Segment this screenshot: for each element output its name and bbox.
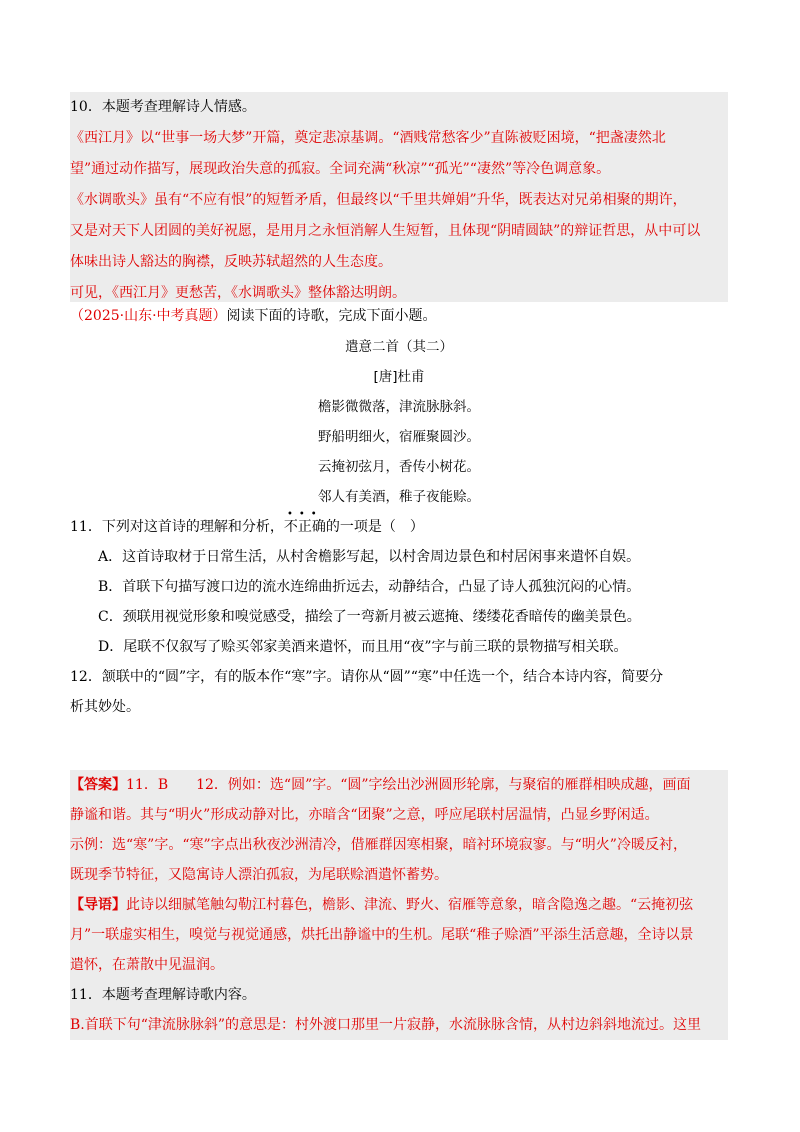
q10-conclusion: 可见，《西江月》更愁苦，《水调歌头》整体豁达明朗。 bbox=[70, 285, 406, 301]
answer-line: 静谧和谐。其与“明火”形成动静对比，亦暗含“团聚”之意，呼应尾联村居温情，凸显乡野闲适。 bbox=[70, 807, 659, 823]
document-page bbox=[70, 92, 728, 1040]
poem-line: 檐影微微落，津流脉脉斜。 bbox=[318, 399, 480, 415]
emphasis-dots: ••• bbox=[286, 509, 323, 520]
q11-emphasis bbox=[283, 509, 326, 535]
q10-analysis-line: 又是对天下人团圆的美好祝愿，是用月之永恒消解人生短暂，且体现“阴晴圆缺”的辩证哲思，从中可以 bbox=[70, 223, 701, 239]
q11-option-a: A．这首诗取材于日常生活，从村舍檐影写起，以村舍周边景色和村居闲事来遣怀自娱。 bbox=[98, 549, 641, 565]
poem-author: [唐]杜甫 bbox=[373, 369, 425, 385]
poem-line: 云掩初弦月，香传小树花。 bbox=[318, 459, 480, 475]
q10-analysis-line: 《水调歌头》虽有“不应有恨”的短暂矛盾，但最终以“千里共婵娟”升华，既表达对兄弟相聚的期许， bbox=[70, 192, 687, 208]
source-label: （2025·山东·中考真题） bbox=[70, 308, 227, 324]
answer-text: 11．B 12．例如：选“圆”字。“圆”字绘出沙洲圆形轮廓，与聚宿的雁群相映成趣，画面 bbox=[126, 777, 691, 793]
question-12-line: 析其妙处。 bbox=[70, 699, 140, 715]
poem-title: 遣意二首（其二） bbox=[345, 339, 453, 355]
q11-option-d: D．尾联不仅叙写了赊买邻家美酒来遣怀，而且用“夜”字与前三联的景物描写相关联。 bbox=[98, 639, 628, 655]
answer-tag: 【答案】 bbox=[70, 777, 126, 793]
q11-note-line: B.首联下句“津流脉脉斜”的意思是：村外渡口那里一片寂静，水流脉脉含情，从村边斜斜地流过。这里 bbox=[70, 1017, 702, 1033]
poem-line: 邻人有美酒，稚子夜能赊。 bbox=[318, 489, 480, 505]
q10-analysis-line: 望”通过动作描写，展现政治失意的孤寂。全词充满“秋凉”“孤光”“凄然”等冷色调意象。 bbox=[70, 161, 611, 177]
analysis-block-q10 bbox=[70, 92, 728, 302]
q10-heading: 10．本题考查理解诗人情感。 bbox=[70, 99, 256, 115]
guide-line: 遣怀，在萧散中见温润。 bbox=[70, 957, 224, 973]
poem bbox=[70, 332, 728, 512]
question-12-line: 12．颔联中的“圆”字，有的版本作“寒”字。请你从“圆”“寒”中任选一个，结合本诗内容，简要分 bbox=[70, 669, 664, 685]
question-intro bbox=[70, 304, 728, 328]
q10-analysis-line: 《西江月》以“世事一场大梦”开篇，奠定悲凉基调。“酒贱常愁客少”直陈被贬困境，“把盏凄然北 bbox=[70, 130, 666, 146]
q11-option-b: B．首联下句描写渡口边的流水连绵曲折远去，动静结合，凸显了诗人孤独沉闷的心情。 bbox=[98, 579, 641, 595]
q11-note-heading: 11．本题考查理解诗歌内容。 bbox=[70, 987, 256, 1003]
spacer bbox=[70, 722, 728, 770]
guide-tag: 【导语】 bbox=[70, 897, 126, 913]
answer-line bbox=[70, 770, 728, 800]
q10-analysis-line: 体味出诗人豁达的胸襟，反映苏轼超然的人生态度。 bbox=[70, 254, 392, 270]
q11-prefix: 11．下列对这首诗的理解和分析， bbox=[70, 519, 284, 535]
guide-line bbox=[70, 890, 728, 920]
guide-text: 此诗以细腻笔触勾勒江村暮色，檐影、津流、野火、宿雁等意象，暗含隐逸之趣。“云掩初弦 bbox=[126, 897, 694, 913]
q11-option-c: C．颈联用视觉形象和嗅觉感受，描绘了一弯新月被云遮掩、缕缕花香暗传的幽美景色。 bbox=[98, 609, 641, 625]
q11-suffix: 的一项是（ ） bbox=[325, 519, 424, 535]
q11-emphasis-text: 不正确 bbox=[283, 519, 326, 535]
question-11 bbox=[70, 509, 728, 542]
answer-line: 示例：选“寒”字。“寒”字点出秋夜沙洲清冷，借雁群因寒相聚，暗衬环境寂寥。与“明火”冷暖反衬， bbox=[70, 837, 687, 853]
answer-block bbox=[70, 770, 728, 1040]
intro-text: 阅读下面的诗歌，完成下面小题。 bbox=[226, 308, 437, 324]
poem-line: 野船明细火，宿雁聚圆沙。 bbox=[318, 429, 480, 445]
guide-line: 月”一联虚实相生，嗅觉与视觉通感，烘托出静谧中的生机。尾联“稚子赊酒”平添生活意趣，全诗以景 bbox=[70, 927, 694, 943]
answer-line: 既现季节特征，又隐寓诗人漂泊孤寂，为尾联赊酒遣怀蓄势。 bbox=[70, 867, 448, 883]
